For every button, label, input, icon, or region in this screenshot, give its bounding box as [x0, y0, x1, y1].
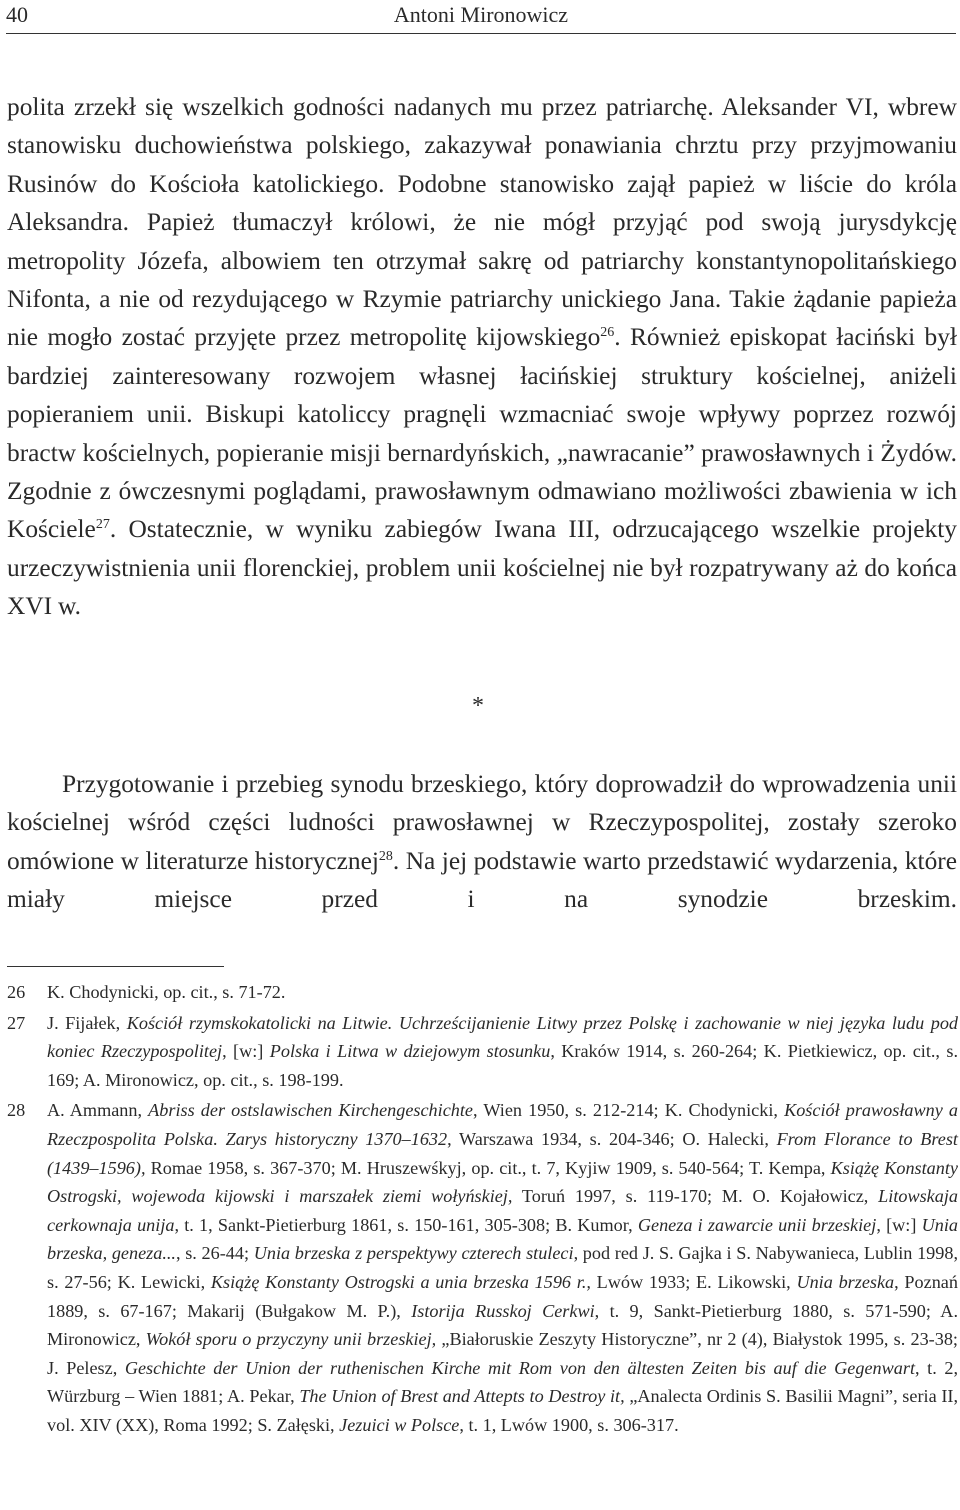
footnote-title-italic: Unia brzeska z perspektywy czterech stuleci — [253, 1243, 574, 1264]
footnote-rule — [7, 966, 224, 967]
footnote-text: , Warszawa 1934, s. 204-346; O. Halecki, — [447, 1128, 777, 1149]
footnote-ref-28[interactable]: 28 — [378, 848, 393, 864]
running-title: Antoni Mironowicz — [393, 2, 569, 27]
paragraph-1 — [7, 88, 957, 626]
section-2-text — [7, 765, 957, 919]
footnote-text: , Poznań 1889, s. 67-167; Makarij (Bułgakow M. P.), — [47, 1271, 958, 1321]
paragraph-1-text-c: . Ostatecznie, w wyniku zabiegów Iwana III, odrzucającego wszelkie projekty urzeczywistnienia unii florenckiej, problem unii kościelnej nie był rozpatrywany aż do końca XVI w. — [7, 515, 957, 621]
footnote-title-italic: From Florance to Brest (1439–1596), — [47, 1128, 958, 1178]
footnote-text: , [w:] — [876, 1214, 922, 1235]
footnote-title-italic: Geneza i zawarcie unii brzeskiej — [637, 1214, 877, 1235]
footnote-text: „Analecta Ordinis S. Basilii Magni”, seria II, vol. XIV (XX), Roma 1992; S. Załęski, — [47, 1386, 958, 1435]
section-separator-asterisk: * — [472, 693, 484, 719]
footnote-number: 27 — [7, 1012, 26, 1033]
footnote-text: Lwów 1933; E. Likowski, — [590, 1271, 797, 1292]
footnote-title-italic: Unia brzeska — [796, 1271, 895, 1292]
paragraph-2 — [7, 765, 957, 919]
footnote-title-italic: Litowskaja cerkownaja unija — [47, 1186, 958, 1235]
footnote-26 — [7, 978, 958, 1007]
footnote-title-italic: Wokół sporu o przyczyny unii brzeskiej, — [145, 1329, 437, 1350]
footnote-ref-27[interactable]: 27 — [95, 517, 110, 533]
footnote-text: , t. 9, Sankt-Pietierburg 1880, s. 571-590; A. Mironowicz, — [47, 1300, 958, 1350]
running-header — [6, 0, 956, 34]
footnote-title-italic: Istorija Russkoj Cerkwi — [411, 1300, 595, 1321]
footnote-text: Toruń 1997, s. 119-170; M. O. Kojałowicz, — [512, 1186, 879, 1207]
footnote-title-italic: Polska i Litwa w dziejowym stosunku — [269, 1041, 551, 1062]
footnote-text: , s. 26-44; — [175, 1243, 254, 1264]
footnote-title-italic: Jezuici w Polsce — [339, 1414, 460, 1435]
footnote-text: , pod red J. S. Gajka i S. Nabywanieca, Lublin 1998, s. 27-56; K. Lewicki, — [47, 1243, 958, 1292]
footnote-title-italic: The Union of Brest and Attepts to Destroy it, — [299, 1386, 625, 1407]
footnote-text: , Kraków 1914, s. 260-264; K. Pietkiewicz, op. cit., s. 169; A. Mironowicz, op. cit., s. 198-199. — [47, 1041, 958, 1090]
footnote-text: , [w:] — [222, 1041, 270, 1062]
footnote-title-italic: Kościół prawosławny a Rzeczpospolita Polska. Zarys historyczny 1370–1632 — [47, 1100, 958, 1149]
footnote-title-italic: Abriss der ostslawischen Kirchengeschichte — [148, 1100, 473, 1121]
paragraph-2-text-a: Przygotowanie i przebieg synodu brzeskiego, który doprowadził do wprowadzenia unii kościelnej wśród części ludności prawosławnej w Rzeczypospolitej, zostały szeroko omówione w literaturze historycznej — [7, 770, 957, 875]
footnote-title-italic: Unia brzeska, geneza... — [47, 1214, 958, 1264]
footnote-number: 26 — [7, 982, 26, 1002]
paragraph-1-text-a: polita zrzekł się wszelkich godności nadanych mu przez patriarchę. Aleksander VI, wbrew stanowisku duchowieństwa polskiego, zakazywał ponawiania chrztu przy przyjmowaniu Rusinów do Kościoła katolickiego. Podobne stanowisko zajął papież w liście do króla Aleksandra. Papież tłumaczył królowi, że nie mógł przyjąć pod swoją jurysdykcję metropolity Józefa, albowiem ten otrzymał sakrę od patriarchy konstantynopolitańskiego Nifonta, a nie od rezydującego w Rzymie patriarchy unickiego Jana. Takie żądanie papieża nie mogło zostać przyjęte przez metropolitę kijowskiego — [7, 93, 957, 352]
footnote-text: , Wien 1950, s. 212-214; K. Chodynicki, — [473, 1100, 785, 1121]
footnote-title-italic: Kościół rzymskokatolicki na Litwie. Uchrześcijanienie Litwy przez Polskę i zachowanie w niej języka ludu pod koniec Rzeczypospolitej — [47, 1012, 959, 1062]
footnote-text: , t. 1, Sankt-Pietierburg 1861, s. 150-161, 305-308; B. Kumor, — [174, 1214, 638, 1235]
footnote-title-italic: Geschichte der Union der ruthenischen Kirche mit Rom von den ältesten Zeiten bis auf die Gegenwart — [124, 1357, 915, 1378]
footnote-title-italic: Książę Konstanty Ostrogski a unia brzeska 1596 r., — [210, 1271, 591, 1292]
paragraph-1-text-b: . Również episkopat łaciński był bardziej zainteresowany rozwojem własnej łacińskiej struktury kościelnej, aniżeli popieraniem unii. Biskupi katoliccy pragnęli wzmacniać swoje wpływy poprzez rozwój bractw kościelnych, popieranie misji bernardyńskich, „nawracanie” prawosławnych i Żydów. Zgodnie z ówczesnymi poglądami, prawosławnym odmawiano możliwości zbawienia w ich Kościele — [7, 323, 957, 544]
footnotes — [7, 978, 958, 1442]
footnote-text: , t. 2, Würzburg – Wien 1881; A. Pekar, — [47, 1357, 958, 1407]
paragraph-2-text-b: . Na jej podstawie warto przedstawić wydarzenia, które miały miejsce przed i na synodzie brzeskim. — [7, 846, 957, 914]
footnote-28 — [7, 1096, 958, 1439]
footnote-text: J. Fijałek, — [47, 1012, 127, 1033]
footnote-text: Romae 1958, s. 367-370; M. Hruszewśkyj, op. cit., t. 7, Kyjiw 1909, s. 540-564; T. Kempa, — [145, 1157, 831, 1178]
footnote-27 — [7, 1009, 958, 1095]
footnote-text: K. Chodynicki, op. cit., s. 71-72. — [47, 982, 286, 1002]
footnote-number: 28 — [7, 1100, 26, 1121]
footnote-title-italic: Książę Konstanty Ostrogski, wojewoda kijowski i marszałek ziemi wołyńskiej, — [47, 1157, 958, 1207]
main-text — [7, 88, 957, 626]
page-number: 40 — [6, 2, 28, 27]
footnote-text: A. Ammann, — [47, 1100, 149, 1121]
footnote-text: „Białoruskie Zeszyty Historyczne”, nr 2 (4), Białystok 1995, s. 23-38; J. Pelesz, — [47, 1329, 958, 1378]
footnote-ref-26[interactable]: 26 — [600, 325, 615, 341]
footnote-text: , t. 1, Lwów 1900, s. 306-317. — [459, 1414, 679, 1435]
